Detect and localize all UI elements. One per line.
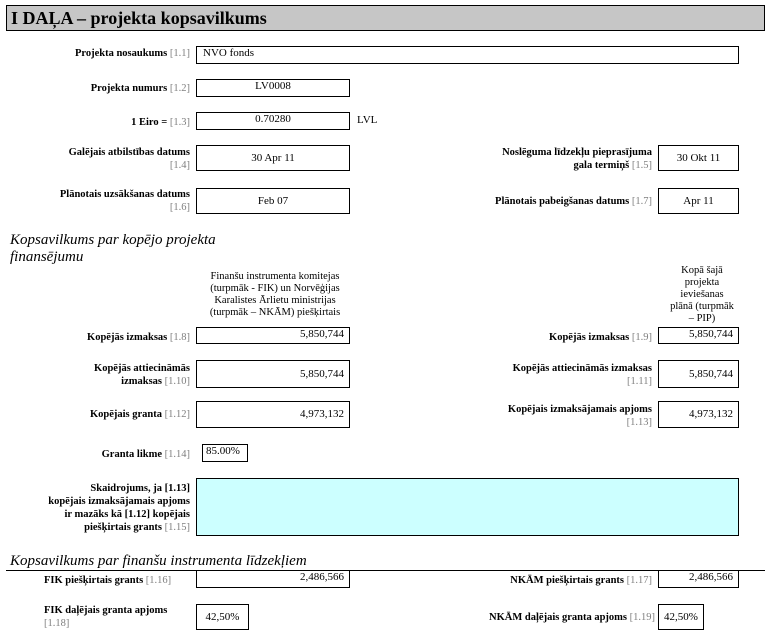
fik-nkam-note: Finanšu instrumenta komitejas (turpmāk - FIK) un Norvēģijas Karalistes Ārlietu ministrijas (turpmāk – NKĀM) piešķirtais [209, 271, 341, 318]
planned-end-label: Plānotais pabeigšanas datums [1.7] [495, 196, 652, 207]
currency-unit: LVL [357, 114, 378, 126]
total-grant-field[interactable]: 4,973,132 [196, 401, 350, 428]
total-payable-label: Kopējais izmaksājamais apjoms [1.13] [507, 404, 652, 428]
project-name-field[interactable]: NVO fonds [196, 46, 739, 64]
nkam-grant-field[interactable]: 2,486,566 [658, 570, 739, 588]
section-header [6, 5, 765, 31]
total-payable-field[interactable]: 4,973,132 [658, 401, 739, 428]
instrument-summary-title: Kopsavilkums par finanšu instrumenta līdzekļiem [10, 553, 307, 569]
euro-rate-label: 1 Eiro = [1.3] [131, 117, 190, 128]
total-costs-pip-field[interactable]: 5,850,744 [658, 327, 739, 344]
project-name-label: Projekta nosaukums [1.1] [74, 48, 190, 59]
project-number-label: Projekta numurs [1.2] [90, 83, 190, 94]
nkam-share-label: NKĀM daļējais granta apjoms [1.19] [489, 612, 655, 623]
section-divider [6, 570, 765, 571]
last-eligibility-field[interactable]: 30 Apr 11 [196, 145, 350, 171]
funding-summary-title: Kopsavilkums par kopējo projekta finansējumu [10, 232, 216, 265]
planned-start-field[interactable]: Feb 07 [196, 188, 350, 214]
final-request-label: Noslēguma līdzekļu pieprasījuma gala termiņš [1.5] [502, 147, 652, 171]
fik-share-field[interactable]: 42,50% [196, 604, 249, 630]
fik-share-label: FIK daļējais granta apjoms [1.18] [44, 605, 168, 629]
total-costs-label: Kopējās izmaksas [1.8] [87, 332, 190, 343]
grant-rate-field[interactable]: 85.00% [202, 444, 248, 462]
last-eligibility-label: Galējais atbilstības datums [1.4] [68, 147, 190, 171]
nkam-grant-label: NKĀM piešķirtais grants [1.17] [510, 575, 652, 586]
project-number-field[interactable]: LV0008 [196, 79, 350, 97]
explanation-label: Skaidrojums, ja [1.13] kopējais izmaksājamais apjoms ir mazāks kā [1.12] kopējais piešķirtais grants [1.15] [48, 483, 190, 533]
eligible-costs-label: Kopējās attiecināmās izmaksas [1.10] [94, 363, 190, 387]
eligible-costs-field[interactable]: 5,850,744 [196, 360, 350, 388]
planned-end-field[interactable]: Apr 11 [658, 188, 739, 214]
total-costs-field[interactable]: 5,850,744 [196, 327, 350, 344]
grant-rate-label: Granta likme [1.14] [101, 449, 190, 460]
section-title: I DAĻA – projekta kopsavilkums [11, 8, 267, 28]
eligible-costs-pip-label: Kopējās attiecināmās izmaksas [1.11] [512, 363, 652, 387]
explanation-field[interactable] [196, 478, 739, 536]
fik-grant-label: FIK piešķirtais grants [1.16] [44, 575, 172, 586]
nkam-share-field[interactable]: 42,50% [658, 604, 704, 630]
fik-grant-field[interactable]: 2,486,566 [196, 570, 350, 588]
pip-total-note: Kopā šajā projekta ieviešanas plānā (turpmāk – PIP) [670, 265, 734, 324]
total-costs-pip-label: Kopējās izmaksas [1.9] [549, 332, 652, 343]
planned-start-label: Plānotais uzsākšanas datums [1.6] [59, 189, 190, 213]
eligible-costs-pip-field[interactable]: 5,850,744 [658, 360, 739, 388]
final-request-field[interactable]: 30 Okt 11 [658, 145, 739, 171]
euro-rate-field[interactable]: 0.70280 [196, 112, 350, 130]
total-grant-label: Kopējais granta [1.12] [89, 409, 190, 420]
